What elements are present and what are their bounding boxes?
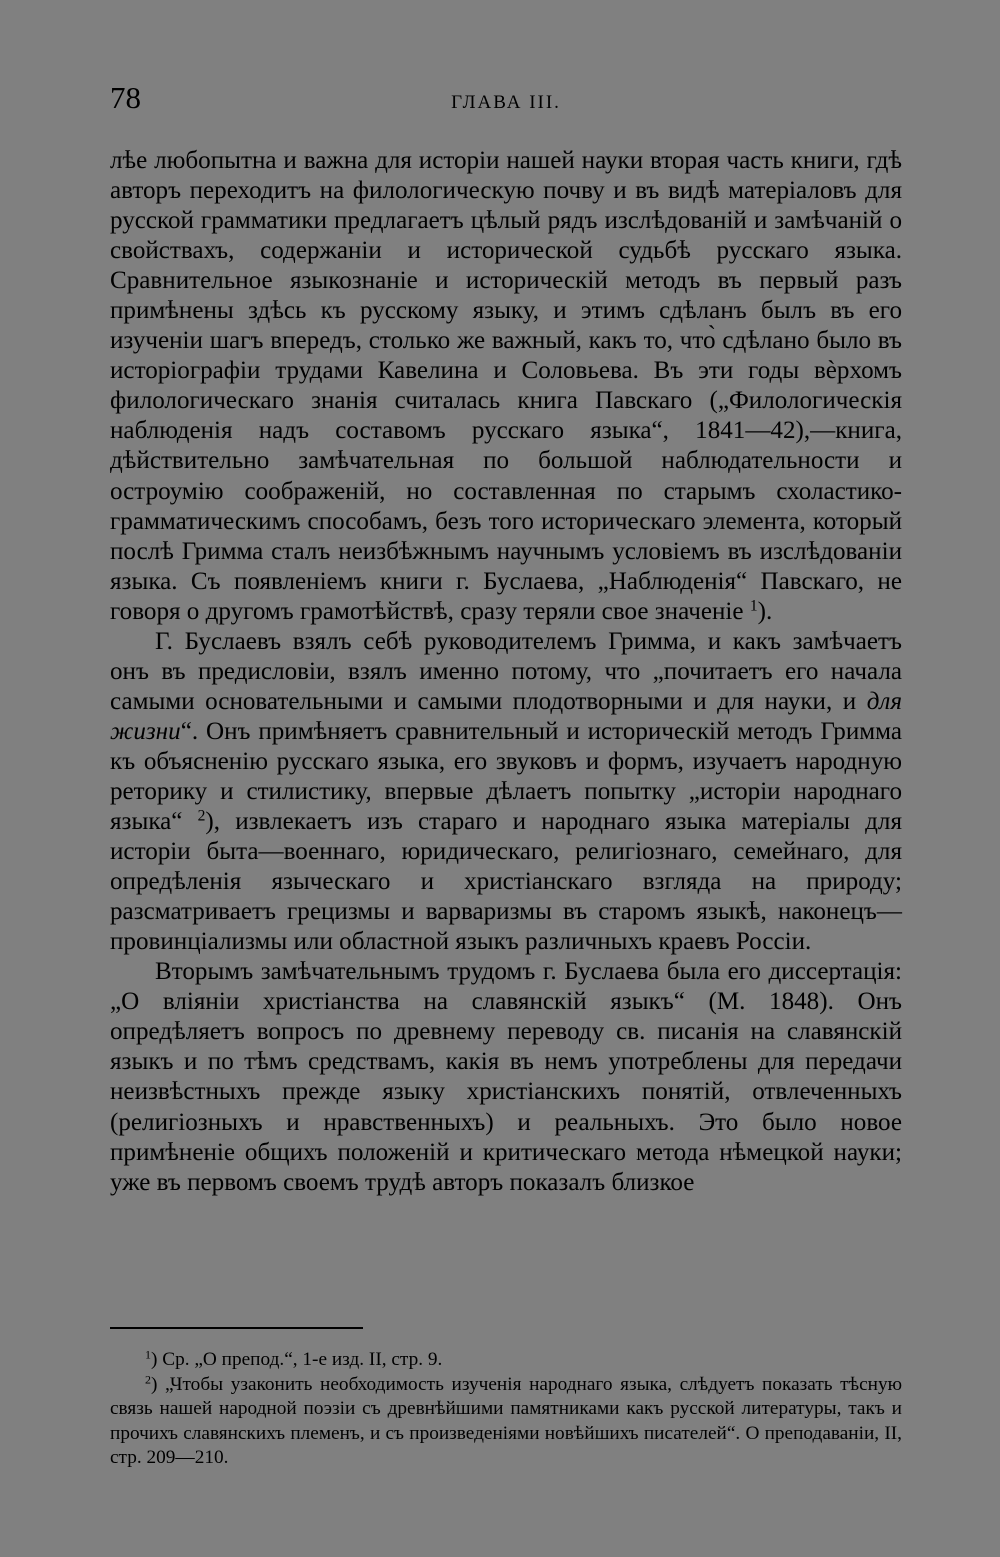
paragraph-1	[110, 146, 902, 627]
book-page	[110, 80, 903, 1469]
paragraph-2-text-c: ), извлекаетъ изъ стараго и народнаго языка матеріалы для исторіи быта—военнаго, юридическаго, религіознаго, семейнаго, для опредѣленія языческаго и христіанскаго взгляда на природу; разсматриваетъ грецизмы и варваризмы въ старомъ языкѣ, наконецъ—провинціализмы или областной языкъ различныхъ краевъ Россіи.	[110, 808, 902, 956]
footnote-1-text: ) Ср. „О препод.“, 1-е изд. II, стр. 9.	[150, 1349, 443, 1370]
paragraph-3-text: Вторымъ замѣчательнымъ трудомъ г. Буслаева была его диссертація: „О вліяніи христіанства на славянскій языкъ“ (М. 1848). Онъ опредѣляетъ вопросъ по древнему переводу св. писанія на славянскій языкъ и по тѣмъ средствамъ, какія въ немъ употреблены для передачи неизвѣстныхъ прежде языку христіанскихъ понятій, отвлеченныхъ (религіозныхъ и нравственныхъ) и реальныхъ. Это было новое примѣненіе общихъ положеній и критическаго метода нѣмецкой науки; уже въ первомъ своемъ трудѣ авторъ показалъ близкое	[110, 958, 902, 1196]
footnote-divider	[110, 1327, 363, 1329]
paragraph-1-end: ).	[757, 597, 773, 625]
main-text	[110, 146, 902, 1198]
footnotes	[110, 1348, 902, 1471]
paragraph-2	[110, 627, 902, 958]
footnote-2-text: ) „Чтобы узаконить необходимость изученія народнаго языка, слѣдуетъ показать тѣсную связь нашей народной поэзіи съ древнѣйшими памятниками какъ русской литературы, такъ и прочихъ славянскихъ племенъ, и съ произведеніями новѣйшихъ писателей“. О преподаваніи, II, стр. 209—210.	[110, 1373, 902, 1469]
running-head: ГЛАВА III.	[451, 92, 561, 113]
footnote-1-marker: 1	[145, 1347, 151, 1362]
page-header	[110, 80, 902, 130]
paragraph-3	[110, 957, 902, 1197]
page-number: 78	[110, 80, 141, 115]
footnote-2	[110, 1373, 902, 1471]
paragraph-2-italic: для жизни	[110, 687, 903, 745]
footnote-ref-1: 1	[749, 597, 758, 615]
footnote-ref-2: 2	[197, 807, 206, 825]
footnote-1	[110, 1348, 902, 1373]
paragraph-2-text-b: “. Онъ примѣняетъ сравнительный и историческій методъ Гримма къ объясненію русскаго языка, его звуковъ и формъ, изучаетъ народную реторику и стилистику, впервые дѣлаетъ попытку „исторіи народнаго языка“	[110, 717, 902, 836]
paragraph-1-text: лѣе любопытна и важна для исторіи нашей науки вторая часть книги, гдѣ авторъ переходитъ на филологическую почву и въ видѣ матеріаловъ для русской грамматики предлагаетъ цѣлый рядъ изслѣдованій и замѣчаній о свойствахъ, содержаніи и исторической судьбѣ русскаго языка. Сравнительное языкознаніе и историческій методъ въ первый разъ примѣнены здѣсь къ русскому языку, и этимъ сдѣланъ былъ въ его изученіи шагъ впередъ, столько же важный, какъ то, что̀ сдѣлано было въ исторіографіи трудами Кавелина и Соловьева. Въ эти годы вѐрхомъ филологическаго знанія считалась книга Павскаго („Филологическія наблюденія надъ составомъ русскаго языка“, 1841—42),—книга, дѣйствительно замѣчательная по большой наблюдательности и остроумію соображеній, но составленная по старымъ схоластико-грамматическимъ способамъ, безъ того историческаго элемента, который послѣ Гримма сталъ неизбѣжнымъ научнымъ условіемъ въ изслѣдованіи языка. Съ появленіемъ книги г. Буслаева, „Наблюденія“ Павскаго, не говоря о другомъ грамотѣйствѣ, сразу теряли свое значеніе	[110, 147, 902, 625]
paragraph-2-text-a: Г. Буслаевъ взялъ себѣ руководителемъ Гримма, и какъ замѣчаетъ онъ въ предисловіи, взялъ именно потому, что „почитаетъ его начала самыми основательными и самыми плодотворными и для науки, и	[110, 627, 902, 715]
footnote-2-marker: 2	[145, 1372, 151, 1387]
